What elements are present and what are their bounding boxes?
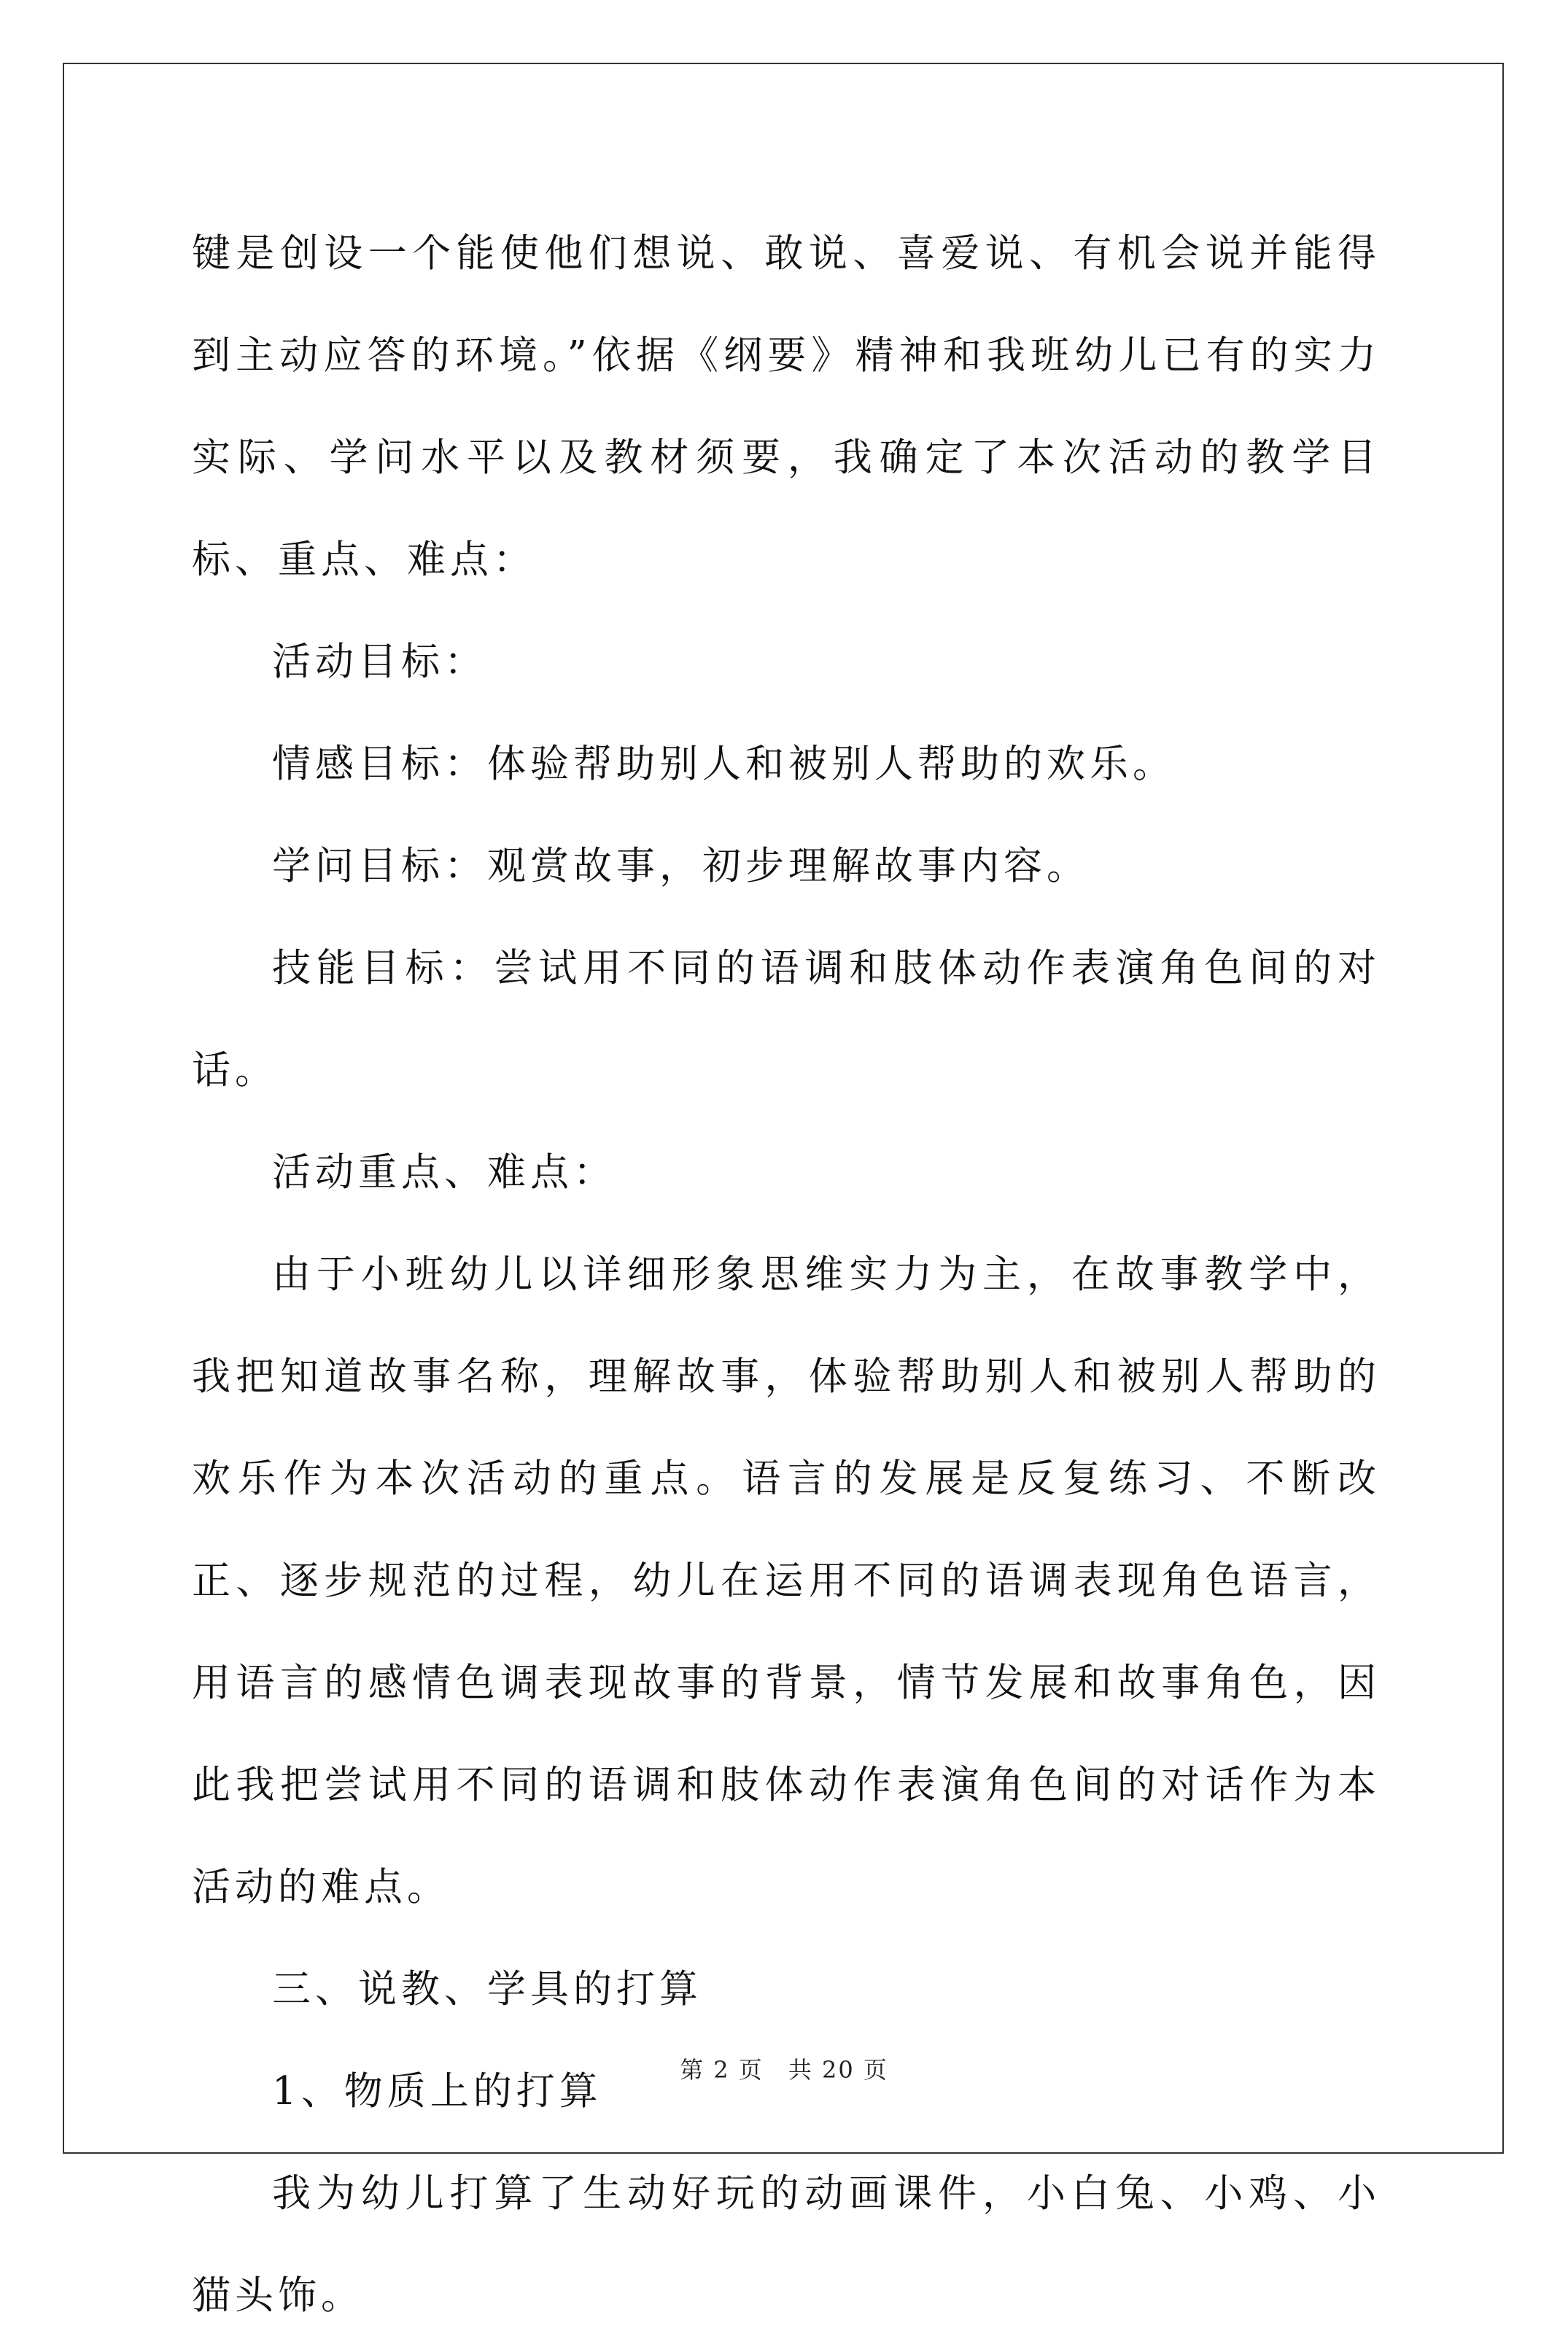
paragraph-key-points-body: 由于小班幼儿以详细形象思维实力为主，在故事教学中，我把知道故事名称，理解故事，体验帮助别人和被别人帮助的欢乐作为本次活动的重点。语言的发展是反复练习、不断改正、逐步规范的过程，幼儿在运用不同的语调表现角色语言，用语言的感情色调表现故事的背景，情节发展和故事角色，因此我把尝试用不同的语调和肢体动作表演角色间的对话作为本活动的难点。 [192, 1252, 1381, 1909]
paragraph-emotional-goal: 情感目标：体验帮助别人和被别人帮助的欢乐。 [272, 742, 1176, 786]
paragraph-1: 键是创设一个能使他们想说、敢说、喜爱说、有机会说并能得到主动应答的环境。”依据《纲要》精神和我班幼儿已有的实力实际、学问水平以及教材须要，我确定了本次活动的教学目标、重点、难点： [192, 231, 1381, 582]
page-number: 第 2 页 [680, 2056, 764, 2084]
paragraph-knowledge-goal: 学问目标：观赏故事，初步理解故事内容。 [272, 844, 1090, 888]
paragraph-section-three-heading: 三、说教、学具的打算 [272, 1967, 702, 2012]
document-body [192, 203, 1381, 2347]
paragraph-skill-goal: 技能目标：尝试用不同的语调和肢体动作表演角色间的对话。 [192, 946, 1381, 1093]
paragraph-material-prep-heading: 1、物质上的打算 [272, 2069, 602, 2114]
paragraph-activity-goals-heading: 活动目标： [272, 640, 487, 684]
paragraph-key-points-heading: 活动重点、难点： [272, 1150, 616, 1195]
paragraph-material-prep-body: 我为幼儿打算了生动好玩的动画课件，小白兔、小鸡、小猫头饰。 [192, 2171, 1381, 2318]
page-total: 共 20 页 [788, 2056, 888, 2084]
page-footer [0, 2055, 1568, 2084]
